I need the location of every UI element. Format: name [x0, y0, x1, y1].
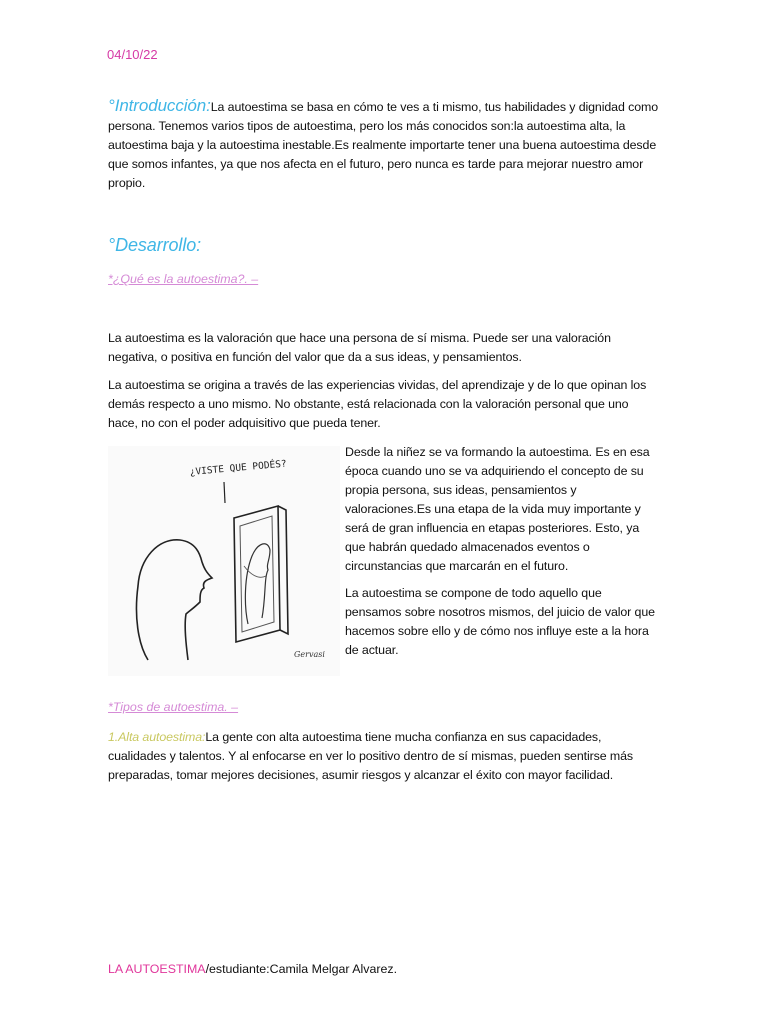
intro-text: La autoestima se basa en cómo te ves a ti mismo, tus habilidades y dignidad como persona. Tenemos varios tipos de autoestima, pero los más conocidos son:la autoestima alta, la autoestima baja y la autoestima inestable.Es realmente importarte tener una buena autoestima desde que somos infantes, ya que nos afecta en el futuro, pero nunca es tarde para mejorar nuestro amor propio.	[108, 100, 658, 190]
document-footer	[108, 962, 397, 976]
footer-student: /estudiante:Camila Melgar Alvarez.	[205, 962, 398, 976]
definition-paragraph: La autoestima es la valoración que hace una persona de sí misma. Puede ser una valoración negativa, o positiva en función del valor que da a sus ideas, y pensamientos.	[108, 331, 611, 364]
intro-heading: °Introducción:	[108, 96, 211, 115]
high-esteem-paragraph	[108, 728, 656, 785]
high-esteem-text: La gente con alta autoestima tiene mucha confianza en sus capacidades, cualidades y talentos. Y al enfocarse en ver lo positivo dentro de sí mismas, pueden sentirse más preparadas, tomar mejores decisiones, asumir riesgos y alcanzar el éxito con mayor facilidad.	[108, 730, 633, 782]
document-date: 04/10/22	[107, 47, 158, 62]
mirror-illustration	[108, 446, 340, 676]
intro-paragraph	[108, 96, 668, 193]
childhood-paragraph: Desde la niñez se va formando la autoestima. Es en esa época cuando uno se va adquiriendo el concepto de su propia persona, sus ideas, pensamientos y valoraciones.Es una etapa de la vida muy importante y será de gran influencia en etapas posteriores. Esto, ya que habrán quedado almacenados eventos o circunstancias que marcarán en el futuro.	[345, 445, 650, 573]
types-subheading: *Tipos de autoestima. –	[108, 700, 239, 714]
composition-paragraph: La autoestima se compone de todo aquello que pensamos sobre nosotros mismos, del juicio de valor que hacemos sobre ello y de cómo nos influye este a la hora de actuar.	[345, 586, 655, 657]
high-esteem-label: 1.Alta autoestima:	[108, 730, 206, 744]
footer-title: LA AUTOESTIMA	[108, 962, 206, 976]
origin-paragraph: La autoestima se origina a través de las experiencias vividas, del aprendizaje y de lo que opinan los demás respecto a uno mismo. No obstante, está relacionada con la valoración personal que uno hace, no con el poder adquisitivo que pueda tener.	[108, 378, 647, 430]
question-subheading: *¿Qué es la autoestima?. –	[108, 272, 259, 286]
illustration-signature: Gervasi	[294, 650, 325, 659]
speech-text: ¿VISTE QUE PODÉS?	[189, 458, 288, 478]
development-heading: °Desarrollo:	[108, 235, 202, 255]
